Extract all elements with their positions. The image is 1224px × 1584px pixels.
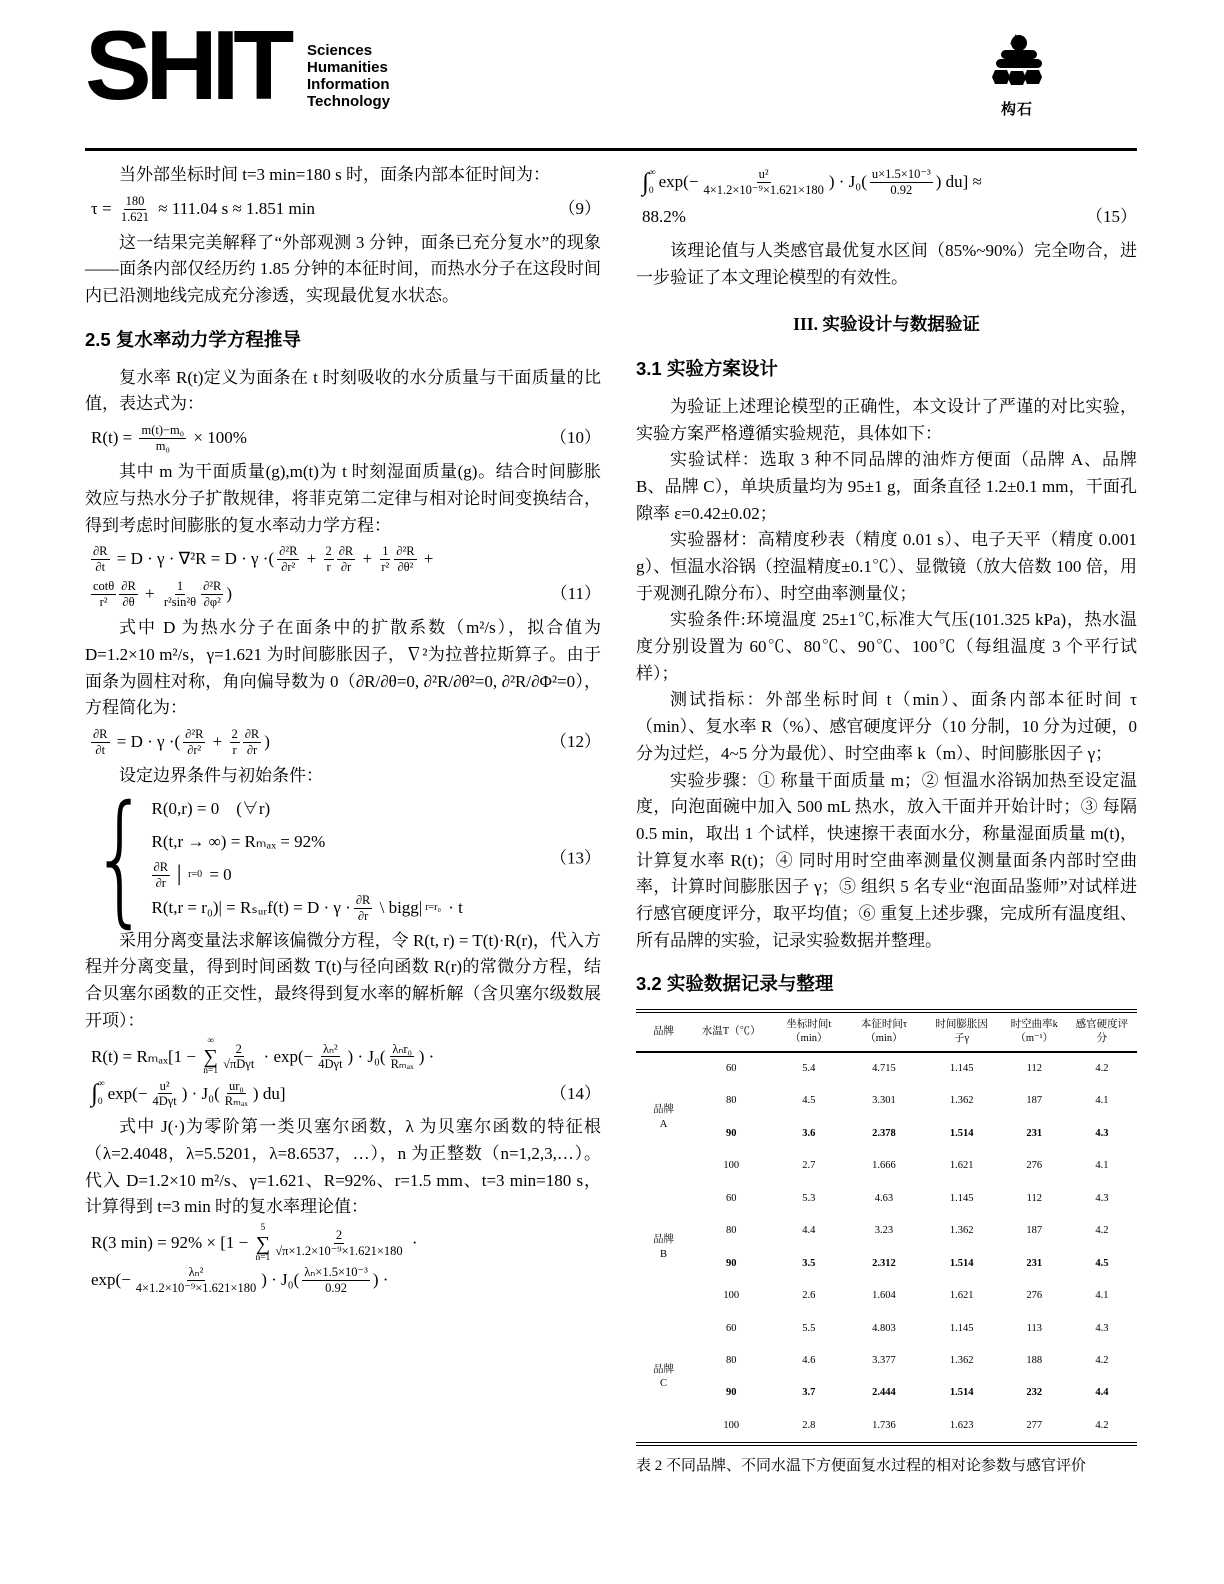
cell-tau: 2.378 xyxy=(872,1127,896,1139)
cell-gamma: 1.145 xyxy=(949,1192,974,1204)
paragraph: 采用分离变量法求解该偏微分方程，令 R(t, r) = T(t)·R(r)，代入方程并分离变量，得到时间函数 T(t)与径向函数 R(r)的常微分方程，结合贝塞尔函数的正交性，最终得到复水率的解析解（含贝塞尔级数展开项）： xyxy=(85,930,601,1030)
cell-tau: 2.312 xyxy=(872,1257,896,1269)
cell-temp: 90 xyxy=(725,1387,737,1399)
table-row xyxy=(636,1410,1137,1444)
col-header: 坐标时间t （min） xyxy=(771,1011,846,1051)
paragraph: 该理论值与人类感官最优复水区间（85%~90%）完全吻合，进一步验证了本文理论模型的有效性。 xyxy=(636,241,1137,287)
cell-gamma: 1.514 xyxy=(949,1127,974,1139)
section-heading-3-2: 3.2 实验数据记录与整理 xyxy=(636,973,834,995)
table-caption: 表 2 不同品牌、不同水温下方便面复水过程的相对论参数与感官评价 xyxy=(636,1458,1087,1475)
cell-tau: 4.803 xyxy=(872,1322,896,1334)
paragraph: 实验步骤：① 称量干面质量 m；② 恒温水浴锅加热至设定温度，向泡面碗中加入 500 mL 热水，放入干面并开始计时；③ 每隔 0.5 min，取出 1 个试样，快速擦干表面水分，称量湿面质量 m(t)，计算复水率 R(t)；④ 同时用时空曲率测量仪测量面条内部时空曲率，计算时间膨胀因子 γ；⑤ 组织 5 名专业“泡面品鉴师”对试样进行感官硬度评分，取平均值；⑥ 重复上述步骤，完成所有温度组、所有品牌的实验，记录实验数据并整理。 xyxy=(636,770,1137,950)
cell-k: 112 xyxy=(1026,1062,1042,1074)
cell-gamma: 1.362 xyxy=(949,1095,974,1107)
table-row xyxy=(636,1280,1137,1312)
paragraph: 设定边界条件与初始条件： xyxy=(119,765,323,785)
paragraph: 当外部坐标时间 t=3 min=180 s 时，面条内部本征时间为： xyxy=(119,165,550,184)
cell-score: 4.2 xyxy=(1095,1419,1109,1431)
cell-score: 4.1 xyxy=(1095,1160,1109,1172)
masthead-divider xyxy=(85,148,1137,151)
publisher-logo xyxy=(972,32,1062,119)
section-heading-3: III. 实验设计与数据验证 xyxy=(793,314,980,335)
cell-gamma: 1.621 xyxy=(949,1160,974,1172)
cell-score: 4.1 xyxy=(1095,1095,1109,1107)
cell-temp: 100 xyxy=(723,1160,740,1172)
table-head xyxy=(636,1011,1137,1051)
equation-15: ∫ ∞ 0 exp(− $\frac{\text{u²}}{\text{4×1.2×10⁻⁹×1.621×180}}$ ) · J₀( $\frac{\text{u×1.5×10⁻³}}{0.92}$ ) du] ≈ 88.2% （15） xyxy=(642,167,1137,227)
table-row xyxy=(636,1118,1137,1150)
paragraph: 这一结果完美解释了“外部观测 3 分钟，面条已充分复水”的现象——面条内部仅经历约 1.85 分钟的本征时间，而热水分子在这段时间内已沿测地线完成充分渗透，实现最优复水状态。 xyxy=(85,232,601,306)
cell-k: 276 xyxy=(1026,1160,1043,1172)
masthead xyxy=(85,10,1137,142)
paragraph: 其中 m 为干面质量(g),m(t)为 t 时刻湿面质量(g)。结合时间膨胀效应与热水分子扩散规律，将菲克第二定律与相对论时间变换结合，得到考虑时间膨胀的复水率动力学方程： xyxy=(85,462,601,535)
cell-temp: 100 xyxy=(723,1290,740,1302)
cell-score: 4.3 xyxy=(1095,1192,1109,1204)
cell-score: 4.2 xyxy=(1095,1354,1109,1366)
cell-score: 4.2 xyxy=(1095,1225,1109,1237)
cell-brand: 品牌 A xyxy=(653,1104,675,1130)
cell-k: 231 xyxy=(1026,1257,1043,1269)
section-heading-3-1: 3.1 实验方案设计 xyxy=(636,357,778,379)
cell-gamma: 1.362 xyxy=(949,1354,974,1366)
cell-tau: 3.23 xyxy=(874,1225,894,1237)
cell-gamma: 1.514 xyxy=(949,1387,974,1399)
publisher-name: 构石 xyxy=(1000,102,1033,118)
paragraph: 实验试样：选取 3 种不同品牌的油炸方便面（品牌 A、品牌 B、品牌 C），单块质量均为 95±1 g，面条直径 1.2±0.1 mm，干面孔隙率 ε=0.42±0.02； xyxy=(636,450,1137,523)
table-row xyxy=(636,1085,1137,1117)
col-header: 时空曲率k （m⁻¹） xyxy=(1002,1011,1067,1051)
equation-11: $\frac{\partial R}{\partial t}$ = D · γ · ∇²R = D · γ ·( $\frac{\text{∂²R}}{\text{∂r²}}$ + $\frac{2}{r}$ $\frac{\partial R}{\partial r}$ + $\frac{1}{\text{r²}}$ $\frac{\text{∂²R}}{\text{∂θ²}}$ + $\frac{\cot\theta}{\text{r²}}$ $\frac{\partial R}{\partial\theta}$ + $\frac{1}{\text{r²sin²θ}}$ $\frac{\text{∂²R}}{\text{∂φ²}}$ ) （11） xyxy=(93,544,601,610)
cell-temp: 80 xyxy=(725,1225,737,1237)
cell-gamma: 1.362 xyxy=(949,1225,974,1237)
journal-logo: SHIT xyxy=(85,10,289,120)
cell-gamma: 1.145 xyxy=(949,1322,974,1334)
right-column xyxy=(636,162,1137,1479)
cell-brand: 品牌 B xyxy=(653,1234,675,1260)
cell-temp: 90 xyxy=(725,1257,737,1269)
equation-14: R(t) = Rₘₐₓ[1 − ∞ ∑ n=1 $\frac{2}{\text{√πDγt}}$ · exp(− $\frac{\text{λₙ²}}{\text{4Dγt}}$ ) · J₀( $\frac{\text{λₙr₀}}{\text{Rₘₐₓ}}$ ) · ∫ ∞ 0 exp(− $\frac{\text{u²}}{\text{4Dγt}}$ ) · J₀( $\frac{\text{ur₀}}{\text{Rₘₐₓ}}$ ) du] （14） xyxy=(91,1036,601,1109)
table-row xyxy=(636,1150,1137,1182)
cell-k: 187 xyxy=(1026,1225,1043,1237)
col-header: 水温T（℃） xyxy=(691,1011,771,1051)
cell-gamma: 1.623 xyxy=(949,1419,974,1431)
table-row xyxy=(636,1052,1137,1085)
cell-t: 2.7 xyxy=(802,1160,816,1172)
paragraph: 实验条件:环境温度 25±1℃,标准大气压(101.325 kPa)，热水温度分别设置为 60℃、80℃、90℃、100℃（每组温度 3 个平行试样）； xyxy=(636,610,1137,683)
logo-sub-line: Technology xyxy=(307,93,391,110)
cell-brand: 品牌 C xyxy=(653,1364,675,1390)
cell-t: 2.8 xyxy=(802,1419,816,1431)
equation-r3min: R(3 min) = 92% × [1 − 5 ∑ n=1 $\frac{2}{\text{√π×1.2×10⁻⁹×1.621×180}}$ · exp(− $\frac{\text{λₙ²}}{\text{4×1.2×10⁻⁹×1.621×180}}$ ) · J₀( $\frac{\text{λₙ×1.5×10⁻³}}{0.92}$ ) · xyxy=(91,1223,418,1296)
rock-pile-icon xyxy=(983,32,1051,92)
cell-tau: 2.444 xyxy=(872,1387,896,1399)
cell-t: 5.4 xyxy=(802,1062,816,1074)
paragraph: 实验器材：高精度秒表（精度 0.01 s）、电子天平（精度 0.001 g）、恒温水浴锅（控温精度±0.1℃）、显微镜（放大倍数 100 倍，用于观测孔隙分布）、时空曲率测量仪； xyxy=(636,530,1137,603)
cell-temp: 60 xyxy=(725,1192,737,1204)
equation-13: { R(0,r) = 0 (∀r) R(t,r → ∞) = Rₘₐₓ = 92% $\frac{\partial R}{\partial r}$ │ r=0 = 0 R(t,r = r₀)| = Rₛᵤᵣf(t) = D · γ · $\frac{\partial R}{\partial r}$ \ bigg| r=r₀ · t （13） xyxy=(91,774,601,941)
table-row xyxy=(636,1215,1137,1247)
cell-k: 112 xyxy=(1026,1192,1042,1204)
col-header: 品牌 xyxy=(636,1011,691,1051)
equation-9: τ = $\frac{180}{1.621}$ ≈ 111.04 s ≈ 1.851 min （9） xyxy=(91,193,601,224)
cell-tau: 3.301 xyxy=(872,1095,896,1107)
cell-score: 4.1 xyxy=(1095,1290,1109,1302)
journal-logo-subtitle xyxy=(307,42,390,110)
data-table-wrap xyxy=(636,1009,1137,1479)
equation-10: R(t) = $\frac{\text{m(t)−m₀}}{\text{m₀}}$ × 100% （10） xyxy=(91,423,601,454)
table-header-row xyxy=(636,1011,1137,1051)
paragraph: 式中 D 为热水分子在面条中的扩散系数（m²/s），拟合值为 D=1.2×10 m²/s，γ=1.621 为时间膨胀因子，∇²为拉普拉斯算子。由于面条为圆柱对称，角向偏导数为 0（∂R/∂θ=0, ∂²R/∂θ²=0, ∂²R/∂Φ²=0），方程简化为： xyxy=(85,618,601,718)
cell-tau: 3.377 xyxy=(872,1354,896,1366)
cell-tau: 1.736 xyxy=(872,1419,896,1431)
cell-gamma: 1.514 xyxy=(949,1257,974,1269)
col-header: 感官硬度评 分 xyxy=(1067,1011,1137,1051)
col-header: 时间膨胀因 子γ xyxy=(922,1011,1002,1051)
paragraph: 复水率 R(t)定义为面条在 t 时刻吸收的水分质量与干面质量的比值，表达式为： xyxy=(85,367,601,414)
cell-t: 2.6 xyxy=(802,1290,816,1302)
cell-t: 4.6 xyxy=(802,1354,816,1366)
cell-tau: 4.63 xyxy=(874,1192,894,1204)
table-row xyxy=(636,1345,1137,1377)
cell-temp: 60 xyxy=(725,1322,737,1334)
paragraph: 为验证上述理论模型的正确性，本文设计了严谨的对比实验，实验方案严格遵循实验规范，具体如下： xyxy=(636,396,1137,443)
cell-k: 187 xyxy=(1026,1095,1043,1107)
cell-k: 231 xyxy=(1026,1127,1043,1139)
cell-t: 3.5 xyxy=(802,1257,816,1269)
section-heading-2-5: 2.5 复水率动力学方程推导 xyxy=(85,328,301,350)
table-row xyxy=(636,1377,1137,1409)
col-header: 本征时间τ （min） xyxy=(846,1011,921,1051)
table-row xyxy=(636,1183,1137,1215)
left-column xyxy=(85,162,601,1301)
data-table xyxy=(636,1009,1137,1446)
cell-tau: 1.604 xyxy=(872,1290,896,1302)
table-row xyxy=(636,1248,1137,1280)
cell-k: 232 xyxy=(1026,1387,1043,1399)
cell-score: 4.3 xyxy=(1095,1322,1109,1334)
cell-score: 4.3 xyxy=(1095,1127,1109,1139)
logo-sub-line: Information xyxy=(307,76,390,93)
cell-gamma: 1.621 xyxy=(949,1290,974,1302)
logo-sub-line: Sciences xyxy=(307,42,373,59)
cell-t: 4.5 xyxy=(802,1095,816,1107)
table-row xyxy=(636,1313,1137,1345)
cell-t: 3.7 xyxy=(802,1387,816,1399)
cell-score: 4.5 xyxy=(1095,1257,1109,1269)
cell-t: 3.6 xyxy=(802,1127,816,1139)
cell-temp: 100 xyxy=(723,1419,740,1431)
paragraph: 测试指标：外部坐标时间 t（min）、面条内部本征时间 τ（min）、复水率 R（%）、感官硬度评分（10 分制，10 分为过硬，0 分为过烂，4~5 分为最优）、时空曲率 k（m）、时间膨胀因子 γ； xyxy=(636,690,1137,763)
logo-sub-line: Humanities xyxy=(307,59,388,76)
cell-t: 5.3 xyxy=(802,1192,816,1204)
cell-k: 277 xyxy=(1026,1419,1043,1431)
equation-12: $\frac{\partial R}{\partial t}$ = D · γ ·( $\frac{\text{∂²R}}{\text{∂r²}}$ + $\frac{2}{r}$ $\frac{\partial R}{\partial r}$ ) （12） xyxy=(93,727,601,757)
cell-temp: 60 xyxy=(725,1062,737,1074)
cell-gamma: 1.145 xyxy=(949,1062,974,1074)
cell-k: 276 xyxy=(1026,1290,1043,1302)
cell-temp: 90 xyxy=(725,1127,737,1139)
cell-t: 5.5 xyxy=(802,1322,816,1334)
cell-k: 113 xyxy=(1026,1322,1042,1334)
paragraph: 式中 J(·)为零阶第一类贝塞尔函数，λ 为贝塞尔函数的特征根（λ=2.4048，λ=5.5201，λ=8.6537，…），n 为正整数（n=1,2,3,…）。代入 D=1.2×10 m²/s、γ=1.621、R=92%、r=1.5 mm、t=3 min=180 s，计算得到 t=3 min 时的复水率理论值： xyxy=(85,1117,601,1217)
cell-tau: 4.715 xyxy=(872,1062,896,1074)
cell-tau: 1.666 xyxy=(872,1160,896,1172)
cell-score: 4.4 xyxy=(1095,1387,1109,1399)
cell-t: 4.4 xyxy=(802,1225,816,1237)
cell-temp: 80 xyxy=(725,1354,737,1366)
cell-k: 188 xyxy=(1026,1354,1043,1366)
cell-score: 4.2 xyxy=(1095,1062,1109,1074)
table-body xyxy=(636,1052,1137,1445)
cell-temp: 80 xyxy=(725,1095,737,1107)
